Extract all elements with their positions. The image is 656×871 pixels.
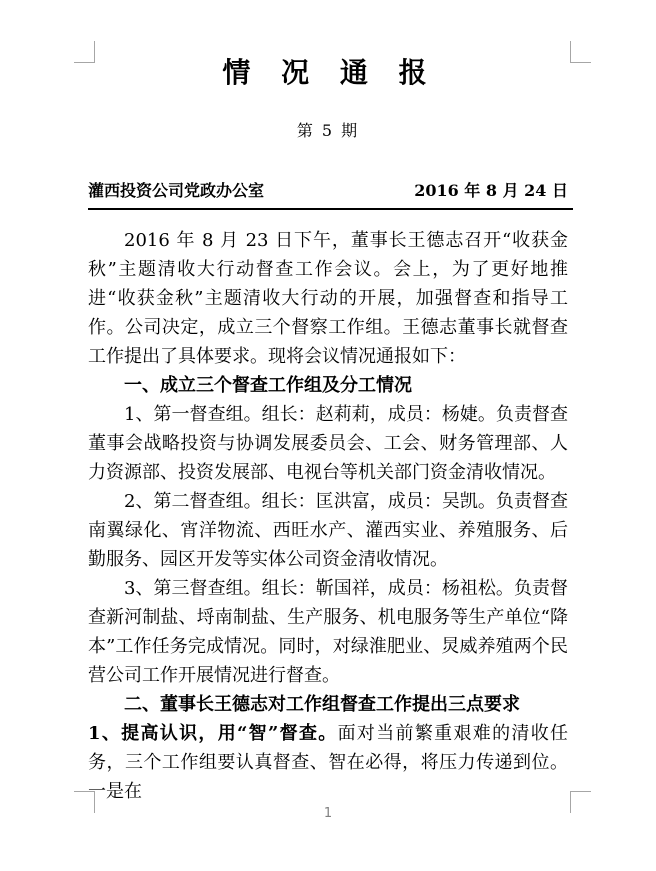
paragraph-intro: 2016 年 8 月 23 日下午，董事长王德志召开“收获金秋”主题清收大行动督查工作会议。会上，为了更好地推进“收获金秋”主题清收大行动的开展，加强督查和指导工作。公司决定，成立三个督察工作组。王德志董事长就督查工作提出了具体要求。现将会议情况通报如下： bbox=[88, 230, 568, 367]
requirement-1-text: 面对当前繁重艰难的清收任务，三个工作组要认真督查、智在必得，将压力传递到位。一是在 bbox=[88, 723, 569, 802]
page-content bbox=[88, 0, 568, 806]
document-title: 情 况 通 报 bbox=[222, 56, 434, 89]
issue-number: 第 5 期 bbox=[296, 121, 360, 140]
section-heading-1: 一、成立三个督查工作组及分工情况 bbox=[124, 375, 412, 396]
paragraph-group-1: 1、第一督查组。组长：赵莉莉，成员：杨婕。负责督查董事会战略投资与协调发展委员会、工会、财务管理部、人力资源部、投资发展部、电视台等机关部门资金清收情况。 bbox=[88, 404, 568, 483]
issue-date: 2016 年 8 月 24 日 bbox=[414, 181, 568, 200]
issuing-department: 灌西投资公司党政办公室 bbox=[88, 181, 265, 200]
margin-mark-top-right bbox=[570, 41, 591, 63]
document-body bbox=[88, 226, 568, 806]
paragraph-requirement-1 bbox=[88, 719, 568, 806]
masthead-row bbox=[88, 180, 568, 202]
page-number: 1 bbox=[323, 806, 333, 821]
paragraph-group-3: 3、第三督查组。组长：靳国祥，成员：杨祖松。负责督查新河制盐、埒南制盐、生产服务、机电服务等生产单位“降本”工作任务完成情况。同时，对绿淮肥业、炅威养殖两个民营公司工作开展情况进行督查。 bbox=[88, 578, 568, 686]
masthead-divider bbox=[88, 208, 573, 210]
requirement-1-lead: 1、提高认识，用“智”督查。 bbox=[88, 723, 338, 744]
paragraph-group-2: 2、第二督查组。组长：匡洪富，成员：吴凯。负责督查南翼绿化、宵洋物流、西旺水产、灌西实业、养殖服务、后勤服务、园区开发等实体公司资金清收情况。 bbox=[88, 491, 568, 570]
section-heading-2: 二、董事长王德志对工作组督查工作提出三点要求 bbox=[124, 694, 520, 715]
